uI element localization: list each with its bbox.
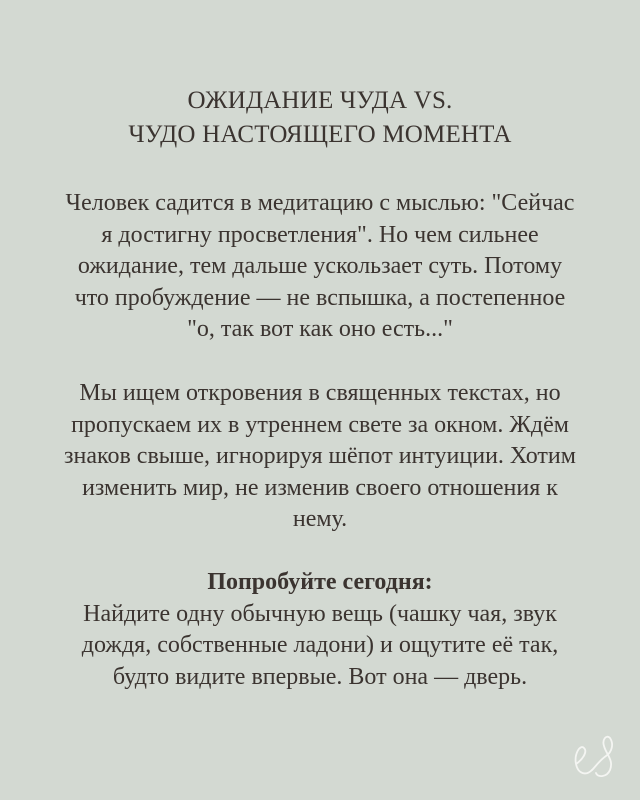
text-line: Найдите одну обычную вещь (чашку чая, звук [83,600,557,627]
text-line: дождя, собственные ладони) и ощутите её так, [81,632,559,658]
section-heading: Попробуйте сегодня: [207,569,433,595]
text-line: пропускаем их в утреннем свете за окном. Ждём [71,411,569,438]
text-line: изменить мир, не изменив своего отношения к [82,474,558,501]
text-line: нему. [292,506,348,532]
text-line: я достигну просветления". Но чем сильнее [101,221,539,248]
paragraph-try-today [30,567,610,693]
text-line: Человек садится в медитацию с мыслью: "Сейчас [65,190,575,216]
text-line: знаков свыше, игнорируя шёпот интуиции. Хотим [64,443,576,469]
text-line: будто видите впервые. Вот она — дверь. [112,663,528,690]
title-line-2: ЧУДО НАСТОЯЩЕГО МОМЕНТА [128,121,512,148]
text-line: "о, так вот как оно есть..." [187,316,453,342]
text-line: Мы ищем откровения в священных текстах, но [79,380,561,406]
page-title [40,84,600,152]
text-line: что пробуждение — не вспышка, а постепенное [74,284,566,311]
paragraph-revelations [30,378,610,536]
title-line-1: ОЖИДАНИЕ ЧУДА VS. [187,87,453,114]
paragraph-expectation [30,188,610,346]
es-monogram-logo [570,730,620,782]
text-line: ожидание, тем дальше ускользает суть. Потому [77,253,563,279]
